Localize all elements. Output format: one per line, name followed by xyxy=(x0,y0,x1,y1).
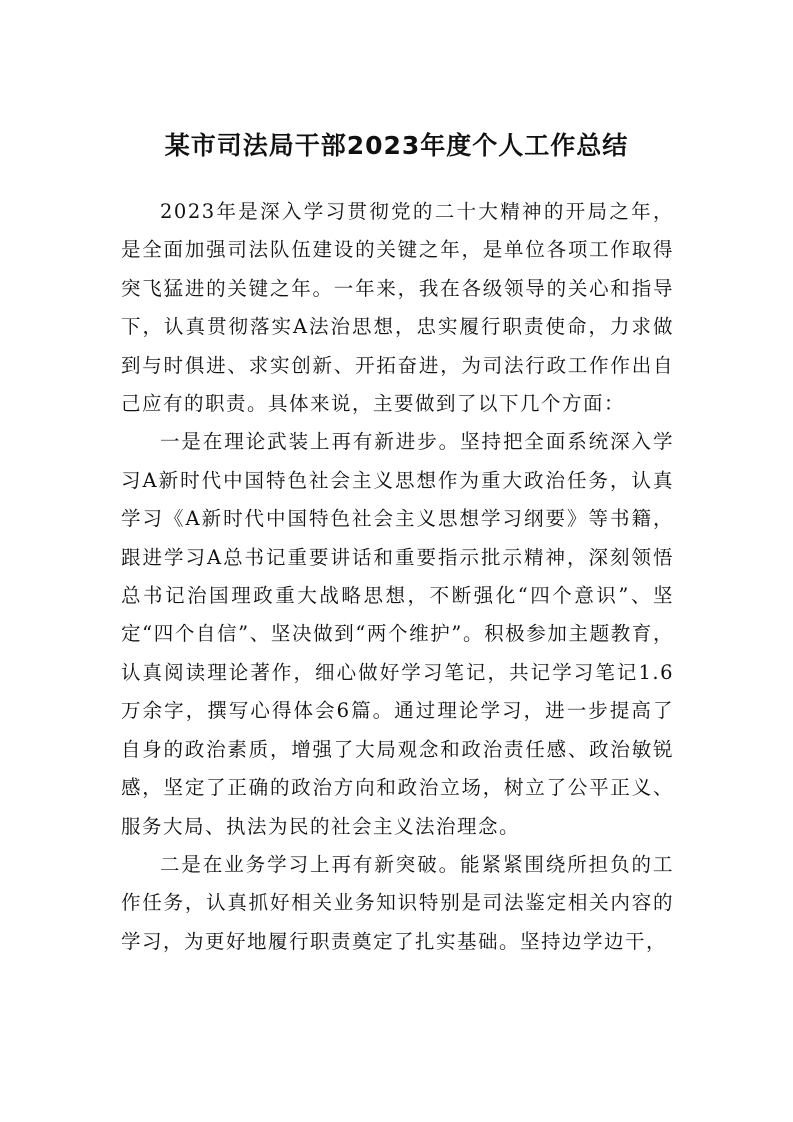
paragraph-intro: 2023年是深入学习贯彻党的二十大精神的开局之年，是全面加强司法队伍建设的关键之年，是单位各项工作取得突飞猛进的关键之年。一年来，我在各级领导的关心和指导下，认真贯彻落实A法治思想，忠实履行职责使命，力求做到与时俱进、求实创新、开拓奋进，为司法行政工作作出自己应有的职责。具体来说，主要做到了以下几个方面： xyxy=(121,200,674,416)
paragraph-theory: 一是在理论武装上再有新进步。坚持把全面系统深入学习A新时代中国特色社会主义思想作为重大政治任务，认真学习《A新时代中国特色社会主义思想学习纲要》等书籍，跟进学习A总书记重要讲话和重要指示批示精神，深刻领悟总书记治国理政重大战略思想，不断强化“四个意识”、坚定“四个自信”、坚决做到“两个维护”。积极参加主题教育，认真阅读理论著作，细心做好学习笔记，共记学习笔记1.6万余字，撰写心得体会6篇。通过理论学习，进一步提高了自身的政治素质，增强了大局观念和政治责任感、政治敏锐感，坚定了正确的政治方向和政治立场，树立了公平正义、服务大局、执法为民的社会主义法治理念。 xyxy=(121,430,674,838)
document-body xyxy=(121,193,674,961)
paragraph-business: 二是在业务学习上再有新突破。能紧紧围绕所担负的工作任务，认真抓好相关业务知识特别是司法鉴定相关内容的学习，为更好地履行职责奠定了扎实基础。坚持边学边干， xyxy=(121,852,674,953)
document-title: 某市司法局干部2023年度个人工作总结 xyxy=(164,131,629,160)
